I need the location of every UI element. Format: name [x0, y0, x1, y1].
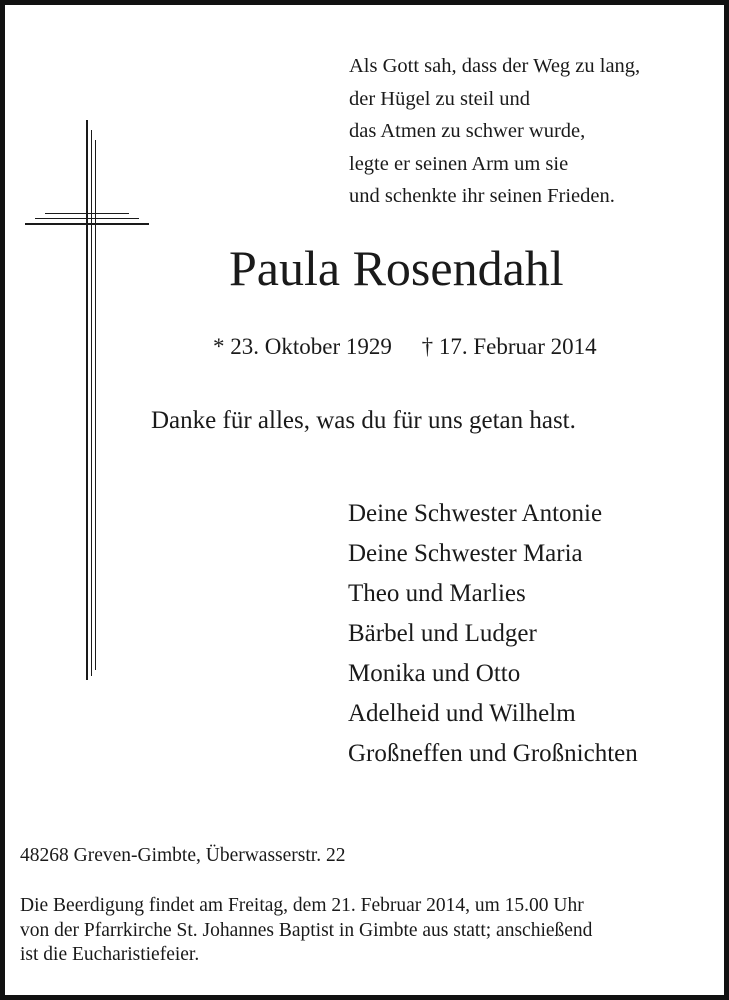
poem-line: das Atmen zu schwer wurde, [349, 120, 586, 142]
poem-line: legte er seinen Arm um sie [349, 152, 569, 175]
poem-line: Als Gott sah, dass der Weg zu lang, [349, 55, 641, 77]
funeral-line: ist die Eucharistiefeier. [20, 944, 200, 965]
mourner-entry: Adelheid und Wilhelm [348, 700, 576, 727]
mourner-entry: Deine Schwester Maria [348, 540, 583, 567]
mourner-entry: Monika und Otto [348, 660, 521, 687]
thanks-line: Danke für alles, was du für uns getan hast. [151, 407, 576, 434]
poem-line: und schenkte ihr seinen Frieden. [349, 185, 615, 207]
birth-date: * 23. Oktober 1929 [213, 334, 392, 359]
deceased-name: Paula Rosendahl [229, 240, 564, 296]
mourners-list [348, 494, 638, 774]
mourner-entry: Theo und Marlies [348, 580, 526, 607]
address: 48268 Greven-Gimbte, Überwasserstr. 22 [20, 845, 346, 866]
funeral-info [20, 894, 715, 968]
mourner-entry: Bärbel und Ludger [348, 620, 537, 647]
funeral-line: Die Beerdigung findet am Freitag, dem 21. Februar 2014, um 15.00 Uhr [20, 895, 584, 916]
mourner-entry: Deine Schwester Antonie [348, 500, 603, 527]
poem [349, 50, 719, 213]
death-date: † 17. Februar 2014 [421, 334, 597, 359]
mourner-entry: Großneffen und Großnichten [348, 740, 638, 767]
life-dates [213, 332, 597, 362]
poem-line: der Hügel zu steil und [349, 87, 531, 110]
funeral-line: von der Pfarrkirche St. Johannes Baptist in Gimbte aus statt; anschießend [20, 919, 593, 941]
